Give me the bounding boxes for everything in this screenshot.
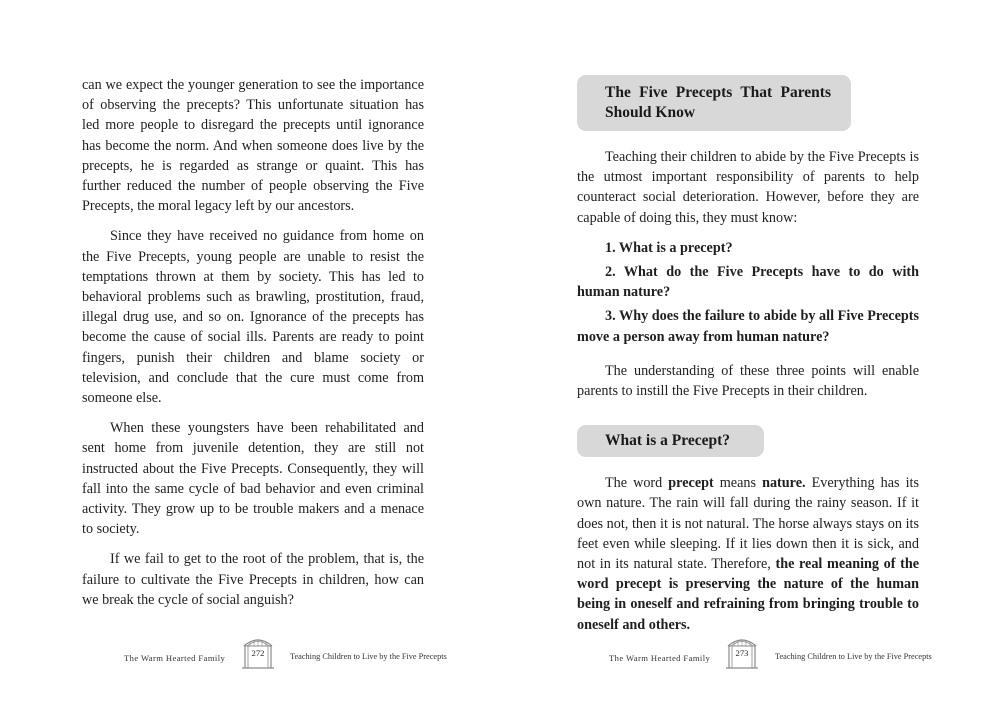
question-item: 2. What do the Five Precepts have to do with human nature? <box>577 264 919 301</box>
right-page <box>500 0 1000 707</box>
page-footer <box>0 632 500 672</box>
page-footer <box>500 632 1000 672</box>
paragraph: can we expect the younger generation to see the importance of observing the precepts? This unfortunate situation has led more people to disregard the precepts until ignorance has become the norm. And when someone does live by the precepts, he is regarded as strange or quaint. This has further reduced the number of people observing the Five Precepts, the moral legacy left by our ancestors. <box>82 77 424 215</box>
bold-term: precept <box>668 475 714 492</box>
text-run: The word <box>605 475 669 492</box>
right-text-column <box>577 75 919 645</box>
paragraph: Since they have received no guidance from home on the Five Precepts, young people are unable to resist the temptations thrown at them by society. This has led to behavioral problems such as brawling, prostitution, fraud, illegal drug use, and so on. Ignorance of the precepts has become the cause of social ills. Parents are ready to point fingers, punish their children and blame society or television, and conclude that the cure must come from someone else. <box>82 228 424 407</box>
footer-book-title: The Warm Hearted Family <box>609 653 711 663</box>
gate-icon <box>240 632 276 670</box>
paragraph: The understanding of these three points will enable parents to instill the Five Precepts in their children. <box>577 362 919 400</box>
question-item: 3. Why does the failure to abide by all Five Precepts move a person away from human nature? <box>577 308 919 345</box>
section-heading: What is a Precept? <box>577 425 764 457</box>
footer-chapter-title: Teaching Children to Live by the Five Precepts <box>290 652 447 661</box>
footer-chapter-title: Teaching Children to Live by the Five Precepts <box>775 652 932 661</box>
bold-definition: the real meaning of the word precept is preserving the nature of the human being in oneself and refraining from bringing trouble to oneself and others. <box>577 556 920 633</box>
paragraph: If we fail to get to the root of the problem, that is, the failure to cultivate the Five Precepts in children, how can we break the cycle of social anguish? <box>82 551 424 608</box>
footer-book-title: The Warm Hearted Family <box>124 653 226 663</box>
gate-icon <box>724 632 760 670</box>
paragraph <box>577 473 919 635</box>
bold-term: nature. <box>762 475 806 492</box>
text-run: Everything has its own nature. The rain will fall during the rainy season. If it does not, then it is not natural. The horse always stays on its feet even while sleeping. If it lies down then it is sick, and not in its natural state. Therefore, <box>577 475 920 573</box>
paragraph: When these youngsters have been rehabilitated and sent home from juvenile detention, they are still not instructed about the Five Precepts. Consequently, they will fall into the same cycle of bad behavior and even criminal activity. They grow up to be trouble makers and a menace to society. <box>82 420 424 538</box>
page-number: 272 <box>251 648 265 658</box>
text-run: means <box>713 475 763 492</box>
section-heading: The Five Precepts That Parents Should Know <box>577 75 851 131</box>
question-item: 1. What is a precept? <box>605 239 733 256</box>
paragraph: Teaching their children to abide by the Five Precepts is the utmost important responsibility of parents to help counteract social deterioration. However, before they are capable of doing this, they must know: <box>577 149 919 226</box>
left-text-column <box>82 75 424 620</box>
page-number: 273 <box>735 648 749 658</box>
